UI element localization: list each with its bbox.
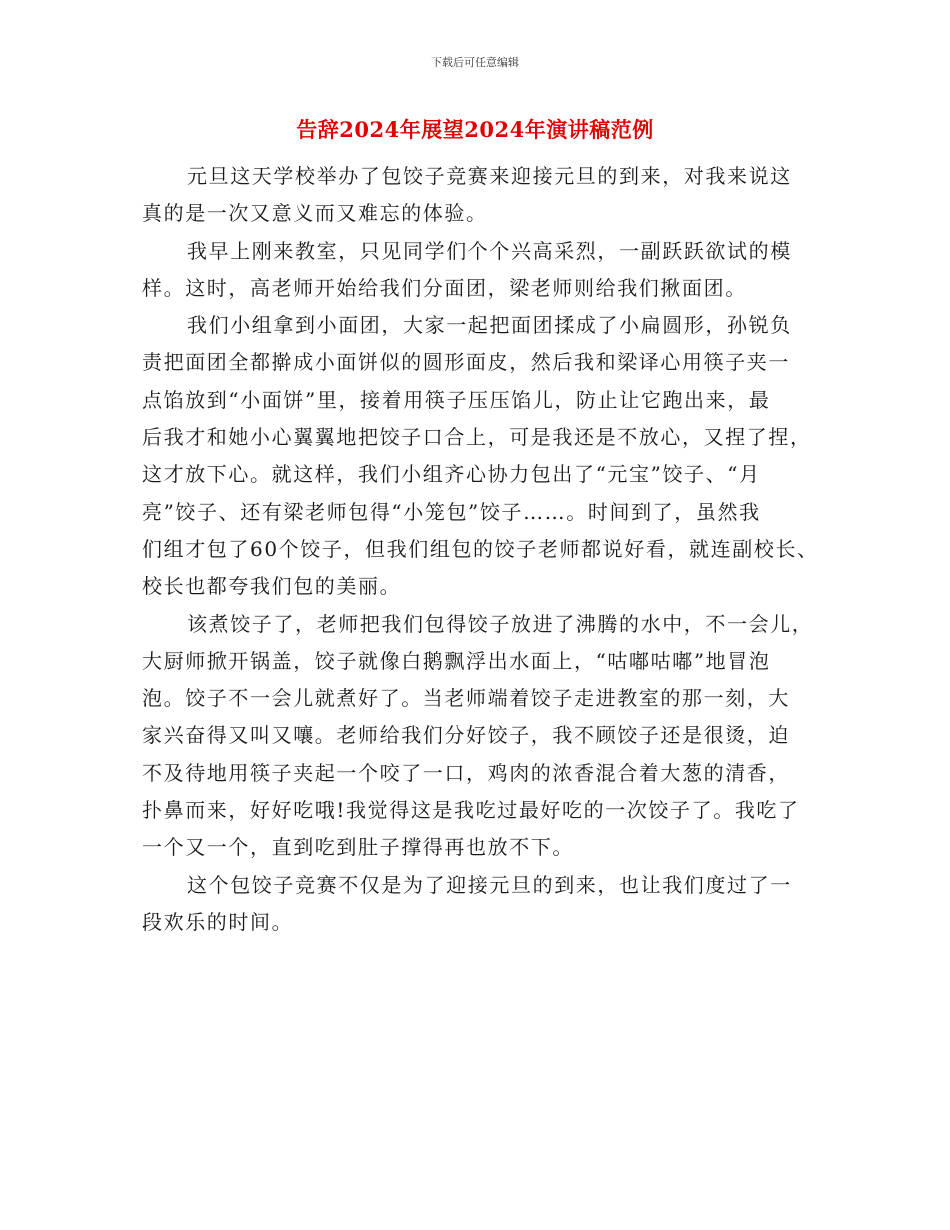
- text-line: 们组才包了60个饺子，但我们组包的饺子老师都说好看，就连副校长、: [142, 536, 819, 561]
- text-line: 校长也都夸我们包的美丽。: [142, 574, 402, 599]
- document-title: 告辞2024年展望2024年演讲稿范例: [296, 117, 654, 142]
- text-line: 该煮饺子了，老师把我们包得饺子放进了沸腾的水中，不一会儿，: [187, 611, 814, 636]
- text-line: 不及待地用筷子夹起一个咬了一口，鸡肉的浓香混合着大葱的清香，: [142, 760, 790, 785]
- text-line: 扑鼻而来，好好吃哦!我觉得这是我吃过最好吃的一次饺子了。我吃了: [142, 798, 800, 823]
- text-line: 我们小组拿到小面团，大家一起把面团揉成了小扁圆形，孙锐负: [187, 313, 792, 338]
- text-line: 元旦这天学校举办了包饺子竞赛来迎接元旦的到来，对我来说这: [187, 164, 792, 188]
- text-line: 一个又一个，直到吃到肚子撑得再也放不下。: [142, 835, 574, 860]
- text-line: 大厨师掀开锅盖，饺子就像白鹅飘浮出水面上，“咕嘟咕嘟”地冒泡: [142, 648, 771, 673]
- text-line: 点馅放到“小面饼”里，接着用筷子压压馅儿，防止让它跑出来，最: [142, 387, 771, 412]
- document-body: [142, 158, 819, 941]
- text-line: 这个包饺子竞赛不仅是为了迎接元旦的到来，也让我们度过了一: [187, 872, 792, 897]
- text-line: 这才放下心。就这样，我们小组齐心协力包出了“元宝”饺子、“月: [142, 462, 761, 487]
- text-line: 真的是一次又意义而又难忘的体验。: [142, 201, 488, 226]
- text-line: 泡。饺子不一会儿就煮好了。当老师端着饺子走进教室的那一刻，大: [142, 686, 790, 711]
- text-line: 样。这时，高老师开始给我们分面团，梁老师则给我们揪面团。: [142, 275, 747, 300]
- text-line: 家兴奋得又叫又嚷。老师给我们分好饺子，我不顾饺子还是很烫，迫: [142, 723, 790, 748]
- text-line: 段欢乐的时间。: [142, 909, 294, 934]
- text-line: 后我才和她小心翼翼地把饺子口合上，可是我还是不放心，又捏了捏，: [142, 425, 812, 450]
- text-line: 我早上刚来教室，只见同学们个个兴高采烈，一副跃跃欲试的模: [187, 238, 792, 263]
- text-line: 亮”饺子、还有梁老师包得“小笼包”饺子……。时间到了，虽然我: [142, 499, 761, 524]
- page-header: 下载后可任意编辑: [431, 56, 519, 69]
- text-line: 责把面团全都擀成小面饼似的圆形面皮，然后我和梁译心用筷子夹一: [142, 350, 790, 375]
